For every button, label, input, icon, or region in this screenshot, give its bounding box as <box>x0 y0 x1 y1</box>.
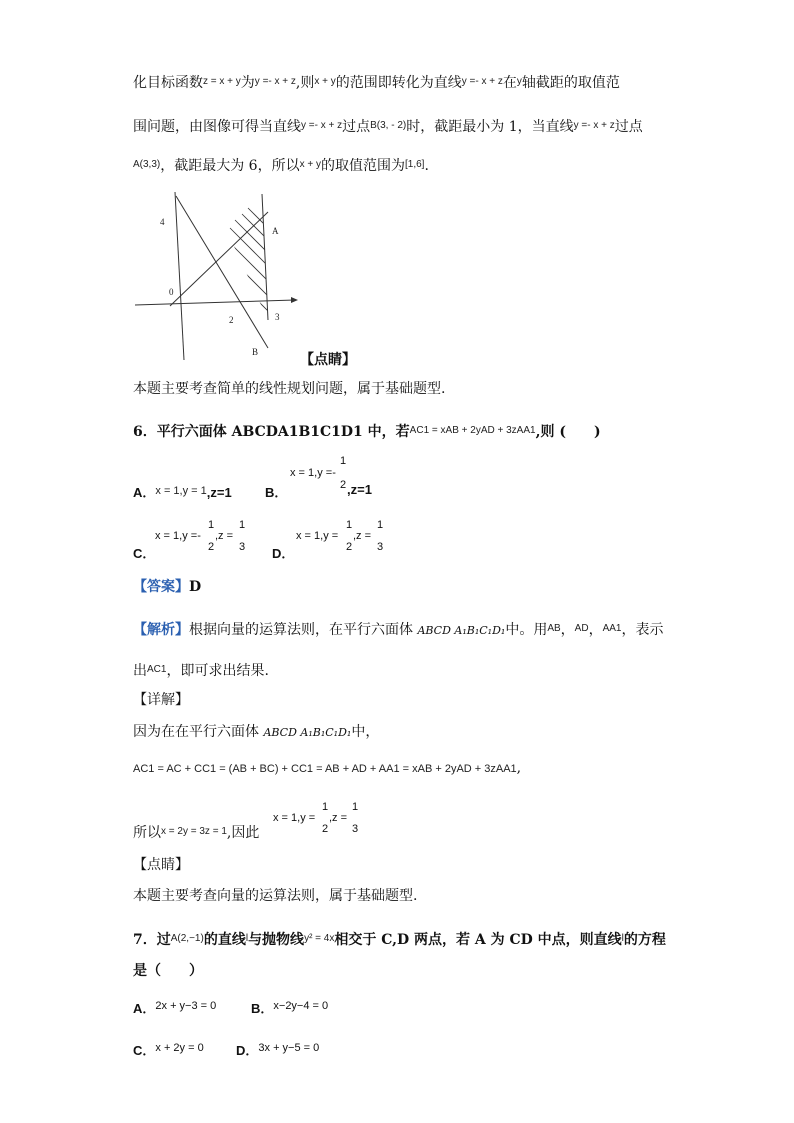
option-label: C． <box>133 1043 156 1058</box>
sol5-line2 <box>133 116 643 137</box>
math: ABCD A₁B₁C₁D₁ <box>417 624 506 637</box>
text: 所以 <box>133 825 161 841</box>
option-label: B． <box>265 485 288 500</box>
math: x = 2y = 3z = 1 <box>161 826 227 837</box>
text: ,因此 <box>226 825 260 841</box>
fraction-den: 3 <box>239 541 246 553</box>
fraction-den: 3 <box>377 541 384 553</box>
label-2: 2 <box>229 315 234 325</box>
vector: AD <box>574 623 589 634</box>
math: 2x + y−3 = 0 <box>155 1000 217 1012</box>
math: 3x + y−5 = 0 <box>258 1042 320 1054</box>
q6-detail-line1 <box>133 722 379 743</box>
label-3: 3 <box>275 312 280 322</box>
text: ,z=1 <box>347 482 372 497</box>
q6-option-a[interactable] <box>133 482 232 501</box>
fraction-num: 1 <box>346 519 353 531</box>
comment-tag: 【点睛】 <box>300 352 356 368</box>
text: , <box>516 760 522 776</box>
vector: AA1 <box>602 623 622 634</box>
q6-analysis <box>133 619 663 641</box>
fraction-num: 1 <box>377 519 384 531</box>
q6-analysis-line2 <box>133 660 269 681</box>
text: ,则 <box>295 75 315 91</box>
math: y =- x + z <box>461 76 503 87</box>
text: 过点 <box>342 119 371 135</box>
label-B: B <box>252 347 259 357</box>
math: ,z = <box>215 530 234 542</box>
q7-stem <box>133 929 666 950</box>
fraction-den: 2 <box>346 541 353 553</box>
text: 的方程 <box>623 932 666 948</box>
text: 围问题，由图像可得当直线 <box>133 119 301 135</box>
math: l <box>245 933 249 944</box>
text: ，截距最大为 6，所以 <box>160 158 300 174</box>
text: 出 <box>133 663 147 679</box>
sol5-comment: 本题主要考查简单的线性规划问题，属于基础题型. <box>133 381 446 397</box>
math: AC1 = AC + CC1 = (AB + BC) + CC1 = AB + AD + AA1 = xAB + 2yAD + 3zAA1 <box>133 763 517 775</box>
math: y =- x + z <box>301 120 343 131</box>
q6-conclusion <box>133 822 259 843</box>
q6-option-d[interactable] <box>272 543 294 562</box>
q7-number: 7．过 <box>133 932 171 948</box>
fraction-den: 2 <box>208 541 215 553</box>
text: 的直线 <box>203 932 246 948</box>
vector: AC1 <box>147 664 167 675</box>
math: ,z = <box>353 530 372 542</box>
text: 时，截距最小为 1，当直线 <box>406 119 574 135</box>
analysis-tag: 【解析】 <box>133 622 189 638</box>
math: ,z = <box>329 812 348 824</box>
text: ， <box>560 622 575 638</box>
line-y-eq-x <box>170 212 268 306</box>
text: 中。用 <box>505 622 548 638</box>
q7-option-c[interactable] <box>133 1040 204 1059</box>
option-label: C． <box>133 546 156 561</box>
option-label: A． <box>133 1001 156 1016</box>
answer-value: D <box>189 579 202 595</box>
math: x + 2y = 0 <box>155 1042 204 1054</box>
sol5-line3 <box>133 155 429 176</box>
label-4: 4 <box>160 217 165 227</box>
label-A: A <box>272 226 279 236</box>
math: x = 1,y = <box>296 530 339 542</box>
text: 的范围即转化为直线 <box>335 75 462 91</box>
detail-tag: 【详解】 <box>133 692 189 708</box>
text: 的取值范围为 <box>321 158 405 174</box>
math: y =- x + z <box>254 76 296 87</box>
q6-option-b-math: x = 1,y =- <box>290 467 336 479</box>
text: ，表示 <box>621 622 664 638</box>
math: z = x + y <box>203 76 241 87</box>
text: 与抛物线 <box>248 932 305 948</box>
x-axis-arrow <box>291 297 298 303</box>
fraction-num: 1 <box>322 801 329 813</box>
text: 中， <box>351 724 380 740</box>
q6-option-c[interactable] <box>133 543 155 562</box>
math: y <box>516 76 522 87</box>
x-axis <box>135 300 295 305</box>
q6-vector-equation: AC1 = xAB + 2yAD + 3zAA1 <box>409 425 536 436</box>
answer-tag: 【答案】 <box>133 579 189 595</box>
math: [1,6] <box>405 159 425 170</box>
q7-option-a[interactable] <box>133 998 216 1017</box>
math: B(3, - 2) <box>370 120 407 131</box>
text: 因为在在平行六面体 <box>133 724 259 740</box>
math: x = 1,y =- <box>155 530 201 542</box>
fraction-num: 1 <box>208 519 215 531</box>
linear-programming-graph <box>130 188 305 366</box>
text: . <box>424 158 429 174</box>
option-label: B． <box>251 1001 274 1016</box>
q6-stem <box>133 421 601 442</box>
q6-number: 6．平行六面体 ABCDA1B1C1D1 中，若 <box>133 424 410 440</box>
math: x = 1,y = 1 <box>155 485 207 497</box>
q7-option-b[interactable] <box>251 998 328 1017</box>
y-axis-line <box>175 192 184 360</box>
line-boundary <box>176 196 268 348</box>
math: x = 1,y = <box>273 812 316 824</box>
q6-answer <box>133 577 201 597</box>
text: 相交于 C,D 两点，若 A 为 CD 中点，则直线 <box>334 932 622 948</box>
math: l <box>621 933 624 944</box>
text: ， <box>588 622 603 638</box>
math: y =- x + z <box>573 120 615 131</box>
label-0: 0 <box>169 287 174 297</box>
text: 根据向量的运算法则，在平行六面体 <box>189 622 413 638</box>
option-label: D． <box>272 546 295 561</box>
text: 化目标函数 <box>133 75 203 91</box>
text: 过点 <box>614 119 643 135</box>
comment-tag: 【点睛】 <box>133 857 189 873</box>
text: 为 <box>240 75 255 91</box>
math: ABCD A₁B₁C₁D₁ <box>263 726 352 739</box>
option-label: A． <box>133 485 156 500</box>
q6-detail-equation <box>133 758 521 779</box>
fraction-num: 1 <box>340 455 347 467</box>
math: A(3,3) <box>133 159 161 170</box>
math: x + y <box>299 159 321 170</box>
q7-option-d[interactable] <box>236 1040 319 1059</box>
fraction-den: 2 <box>340 479 347 491</box>
text: ，即可求出结果. <box>166 663 269 679</box>
text: 在 <box>502 75 517 91</box>
shaded-region <box>215 208 270 313</box>
text: ,z=1 <box>206 485 232 500</box>
q7-stem-line2: 是（ ） <box>133 963 203 979</box>
text: ,则 ( ) <box>535 424 601 440</box>
q6-comment: 本题主要考查向量的运算法则，属于基础题型. <box>133 888 418 904</box>
vector: AB <box>547 623 561 634</box>
math: x + y <box>314 76 336 87</box>
math: A(2,−1) <box>170 933 204 944</box>
q6-option-b[interactable] <box>265 482 287 501</box>
fraction-num: 1 <box>352 801 359 813</box>
text: 轴截距的取值范 <box>521 75 620 91</box>
fraction-den: 3 <box>352 823 359 835</box>
fraction-den: 2 <box>322 823 329 835</box>
math: x−2y−4 = 0 <box>273 1000 329 1012</box>
fraction-num: 1 <box>239 519 246 531</box>
option-label: D． <box>236 1043 259 1058</box>
sol5-line1 <box>133 72 620 93</box>
math: y² = 4x <box>304 933 335 944</box>
